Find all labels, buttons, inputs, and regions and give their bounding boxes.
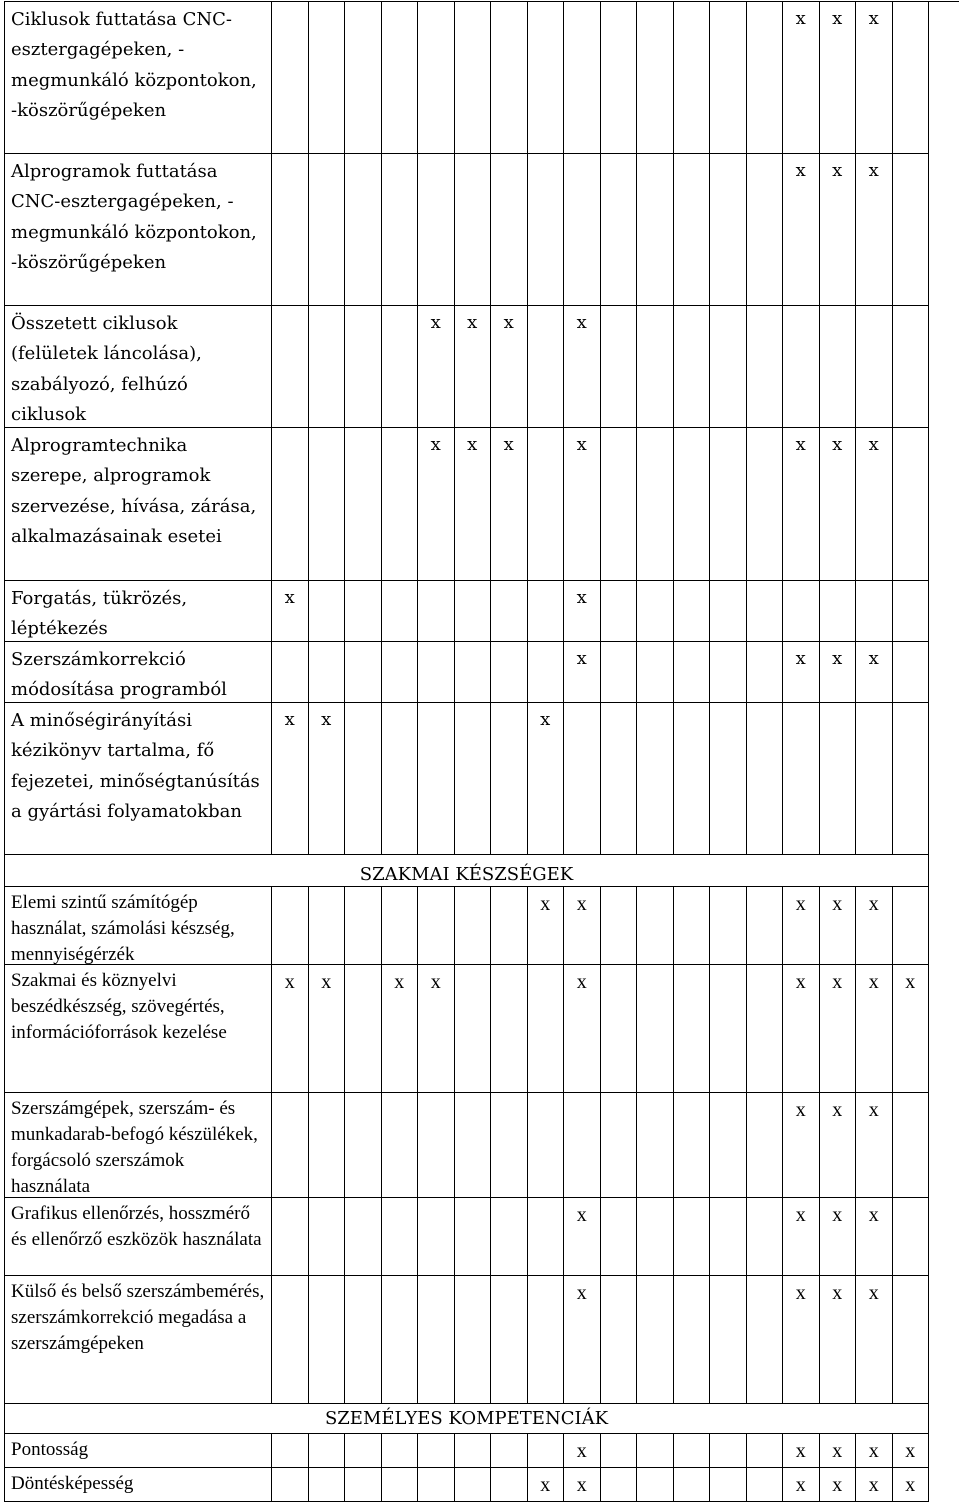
mark-cell (674, 1093, 711, 1198)
mark-cell: x (783, 642, 820, 703)
mark-cell (345, 581, 382, 642)
mark-cell: x (564, 1468, 601, 1502)
mark-cell (601, 887, 638, 965)
mark-cell: x (783, 1276, 820, 1404)
mark-cell (309, 1276, 346, 1404)
mark-cell (272, 887, 309, 965)
mark-cell (747, 1093, 784, 1198)
mark-cell: x (272, 703, 309, 855)
mark-cell (637, 581, 674, 642)
mark-cell: x (783, 2, 820, 154)
mark-cell (455, 703, 492, 855)
mark-cell (491, 1468, 528, 1502)
row-label: Forgatás, tükrözés, léptékezés (5, 581, 272, 642)
mark-cell (601, 1093, 638, 1198)
mark-cell (491, 887, 528, 965)
mark-cell (528, 581, 565, 642)
mark-cell (637, 306, 674, 428)
row-label: Grafikus ellenőrzés, hosszmérő és ellenőrző eszközök használata (5, 1198, 272, 1276)
mark-cell: x (564, 428, 601, 581)
mark-cell (272, 1198, 309, 1276)
mark-cell (601, 1276, 638, 1404)
mark-cell (491, 1276, 528, 1404)
mark-cell (455, 2, 492, 154)
mark-cell: x (783, 1093, 820, 1198)
mark-cell (455, 581, 492, 642)
mark-cell (820, 703, 857, 855)
mark-cell (710, 306, 747, 428)
mark-cell (674, 1198, 711, 1276)
mark-cell (418, 1276, 455, 1404)
mark-cell (418, 1434, 455, 1468)
mark-cell: x (856, 642, 893, 703)
mark-cell (893, 642, 930, 703)
mark-cell (345, 1276, 382, 1404)
mark-cell (528, 1276, 565, 1404)
mark-cell: x (820, 642, 857, 703)
mark-cell: x (893, 1468, 930, 1502)
mark-cell (710, 703, 747, 855)
mark-cell: x (309, 703, 346, 855)
mark-cell (272, 428, 309, 581)
mark-cell (491, 1434, 528, 1468)
mark-cell (382, 1093, 419, 1198)
mark-cell (418, 1198, 455, 1276)
mark-cell (747, 154, 784, 306)
mark-cell (747, 2, 784, 154)
mark-cell (674, 703, 711, 855)
mark-cell: x (820, 2, 857, 154)
mark-cell (674, 2, 711, 154)
mark-cell (747, 1198, 784, 1276)
mark-cell (856, 306, 893, 428)
mark-cell (710, 965, 747, 1093)
mark-cell (345, 306, 382, 428)
mark-cell (528, 965, 565, 1093)
mark-cell (674, 581, 711, 642)
mark-cell (564, 154, 601, 306)
row-label: Elemi szintű számítógép használat, számolási készség, mennyiségérzék (5, 887, 272, 965)
mark-cell (491, 1093, 528, 1198)
mark-cell: x (564, 642, 601, 703)
mark-cell (710, 428, 747, 581)
mark-cell (418, 887, 455, 965)
mark-cell (382, 642, 419, 703)
mark-cell (674, 642, 711, 703)
mark-cell: x (856, 154, 893, 306)
mark-cell: x (418, 306, 455, 428)
mark-cell (382, 1434, 419, 1468)
mark-cell (272, 642, 309, 703)
mark-cell (710, 2, 747, 154)
mark-cell (491, 581, 528, 642)
mark-cell (345, 703, 382, 855)
mark-cell (455, 887, 492, 965)
mark-cell: x (418, 428, 455, 581)
mark-cell (747, 581, 784, 642)
row-label: Összetett ciklusok (felületek láncolása), szabályozó, felhúzó ciklusok (5, 306, 272, 428)
section-header: SZEMÉLYES KOMPETENCIÁK (5, 1404, 929, 1434)
mark-cell (893, 1093, 930, 1198)
mark-cell: x (564, 1276, 601, 1404)
mark-cell (783, 703, 820, 855)
mark-cell (601, 1434, 638, 1468)
mark-cell (893, 2, 930, 154)
mark-cell (783, 306, 820, 428)
mark-cell (309, 581, 346, 642)
mark-cell: x (783, 965, 820, 1093)
mark-cell (747, 428, 784, 581)
mark-cell (747, 703, 784, 855)
mark-cell (455, 1093, 492, 1198)
mark-cell (893, 1198, 930, 1276)
mark-cell (345, 1468, 382, 1502)
mark-cell (601, 2, 638, 154)
mark-cell (455, 642, 492, 703)
mark-cell: x (455, 306, 492, 428)
mark-cell (601, 965, 638, 1093)
mark-cell (455, 1434, 492, 1468)
mark-cell (528, 1434, 565, 1468)
mark-cell (710, 1198, 747, 1276)
mark-cell (674, 428, 711, 581)
mark-cell (491, 965, 528, 1093)
mark-cell (710, 887, 747, 965)
mark-cell (382, 428, 419, 581)
mark-cell (637, 887, 674, 965)
mark-cell: x (820, 1468, 857, 1502)
mark-cell (637, 1198, 674, 1276)
mark-cell: x (856, 1093, 893, 1198)
mark-cell: x (272, 965, 309, 1093)
mark-cell: x (528, 703, 565, 855)
mark-cell (893, 887, 930, 965)
mark-cell (418, 642, 455, 703)
mark-cell (710, 642, 747, 703)
mark-cell (382, 1198, 419, 1276)
mark-cell (674, 1468, 711, 1502)
mark-cell (893, 428, 930, 581)
mark-cell (345, 2, 382, 154)
mark-cell (418, 1468, 455, 1502)
mark-cell: x (783, 1468, 820, 1502)
mark-cell (272, 2, 309, 154)
mark-cell (309, 1434, 346, 1468)
mark-cell (455, 1468, 492, 1502)
mark-cell: x (418, 965, 455, 1093)
mark-cell (418, 154, 455, 306)
mark-cell: x (491, 428, 528, 581)
mark-cell (601, 1468, 638, 1502)
mark-cell (637, 428, 674, 581)
mark-cell: x (893, 965, 930, 1093)
mark-cell: x (564, 581, 601, 642)
mark-cell: x (820, 428, 857, 581)
mark-cell (345, 887, 382, 965)
mark-cell: x (820, 1276, 857, 1404)
mark-cell: x (564, 887, 601, 965)
mark-cell: x (820, 1198, 857, 1276)
mark-cell (309, 2, 346, 154)
mark-cell (309, 1468, 346, 1502)
mark-cell: x (820, 154, 857, 306)
mark-cell (747, 1468, 784, 1502)
mark-cell (309, 1198, 346, 1276)
mark-cell: x (783, 1434, 820, 1468)
row-label: Szerszámgépek, szerszám- és munkadarab-befogó készülékek, forgácsoló szerszámok használata (5, 1093, 272, 1198)
mark-cell (637, 154, 674, 306)
mark-cell (710, 1276, 747, 1404)
mark-cell: x (820, 1434, 857, 1468)
mark-cell (601, 154, 638, 306)
mark-cell (491, 642, 528, 703)
mark-cell (564, 703, 601, 855)
mark-cell: x (309, 965, 346, 1093)
mark-cell (345, 1198, 382, 1276)
mark-cell (528, 1198, 565, 1276)
mark-cell (601, 581, 638, 642)
mark-cell: x (856, 2, 893, 154)
mark-cell (345, 1434, 382, 1468)
mark-cell (601, 703, 638, 855)
mark-cell: x (856, 1468, 893, 1502)
mark-cell (528, 428, 565, 581)
mark-cell (710, 1434, 747, 1468)
mark-cell (564, 1093, 601, 1198)
mark-cell: x (856, 428, 893, 581)
mark-cell (674, 887, 711, 965)
mark-cell: x (272, 581, 309, 642)
mark-cell (455, 1276, 492, 1404)
mark-cell (309, 154, 346, 306)
mark-cell (382, 703, 419, 855)
mark-cell: x (856, 1434, 893, 1468)
mark-cell (272, 1276, 309, 1404)
mark-cell (345, 965, 382, 1093)
mark-cell (820, 306, 857, 428)
row-label: Külső és belső szerszámbemérés, szerszámkorrekció megadása a szerszámgépeken (5, 1276, 272, 1404)
mark-cell: x (491, 306, 528, 428)
mark-cell (382, 2, 419, 154)
mark-cell (528, 306, 565, 428)
mark-cell (418, 703, 455, 855)
row-label: Szakmai és köznyelvi beszédkészség, szövegértés, információforrások kezelése (5, 965, 272, 1093)
mark-cell (856, 703, 893, 855)
mark-cell: x (382, 965, 419, 1093)
mark-cell: x (564, 1434, 601, 1468)
mark-cell (309, 428, 346, 581)
mark-cell (528, 642, 565, 703)
mark-cell: x (783, 154, 820, 306)
mark-cell: x (564, 306, 601, 428)
mark-cell (893, 306, 930, 428)
mark-cell (637, 2, 674, 154)
mark-cell (783, 581, 820, 642)
mark-cell (309, 642, 346, 703)
row-label: Alprogramtechnika szerepe, alprogramok szervezése, hívása, zárása, alkalmazásainak esetei (5, 428, 272, 581)
mark-cell (637, 1093, 674, 1198)
mark-cell (601, 642, 638, 703)
mark-cell (418, 581, 455, 642)
mark-cell (747, 965, 784, 1093)
mark-cell: x (856, 965, 893, 1093)
mark-cell (710, 581, 747, 642)
mark-cell (528, 154, 565, 306)
mark-cell (710, 1093, 747, 1198)
mark-cell (491, 1198, 528, 1276)
mark-cell: x (528, 1468, 565, 1502)
mark-cell (637, 965, 674, 1093)
mark-cell (820, 581, 857, 642)
mark-cell: x (783, 428, 820, 581)
mark-cell: x (856, 1198, 893, 1276)
mark-cell: x (893, 1434, 930, 1468)
mark-cell (382, 1468, 419, 1502)
mark-cell (601, 306, 638, 428)
mark-cell (491, 154, 528, 306)
mark-cell (601, 1198, 638, 1276)
mark-cell (637, 703, 674, 855)
mark-cell (564, 2, 601, 154)
mark-cell: x (820, 887, 857, 965)
mark-cell (893, 1276, 930, 1404)
row-label: Pontosság (5, 1434, 272, 1468)
mark-cell (382, 581, 419, 642)
row-label: Döntésképesség (5, 1468, 272, 1502)
mark-cell (710, 154, 747, 306)
mark-cell (674, 154, 711, 306)
mark-cell (272, 154, 309, 306)
mark-cell (345, 1093, 382, 1198)
mark-cell (418, 2, 455, 154)
competency-table (4, 1, 959, 1502)
mark-cell (528, 2, 565, 154)
mark-cell: x (783, 887, 820, 965)
mark-cell (674, 1434, 711, 1468)
mark-cell: x (564, 965, 601, 1093)
mark-cell: x (528, 887, 565, 965)
mark-cell: x (820, 1093, 857, 1198)
mark-cell (309, 887, 346, 965)
row-label: Ciklusok futtatása CNC-esztergagépeken, -megmunkáló központokon, -köszörűgépeken (5, 2, 272, 154)
mark-cell (747, 1276, 784, 1404)
mark-cell: x (564, 1198, 601, 1276)
mark-cell (272, 306, 309, 428)
mark-cell (747, 1434, 784, 1468)
mark-cell (528, 1093, 565, 1198)
mark-cell: x (820, 965, 857, 1093)
mark-cell (674, 306, 711, 428)
mark-cell (893, 581, 930, 642)
mark-cell (272, 1468, 309, 1502)
mark-cell (637, 1276, 674, 1404)
mark-cell (272, 1434, 309, 1468)
mark-cell (856, 581, 893, 642)
mark-cell (382, 154, 419, 306)
row-label: A minőségirányítási kézikönyv tartalma, fő fejezetei, minőségtanúsítás a gyártási folyamatokban (5, 703, 272, 855)
mark-cell (418, 1093, 455, 1198)
mark-cell (710, 1468, 747, 1502)
mark-cell (455, 1198, 492, 1276)
mark-cell (491, 2, 528, 154)
mark-cell (637, 1468, 674, 1502)
mark-cell (747, 642, 784, 703)
mark-cell (893, 703, 930, 855)
mark-cell (674, 1276, 711, 1404)
mark-cell: x (455, 428, 492, 581)
mark-cell (893, 154, 930, 306)
mark-cell: x (856, 1276, 893, 1404)
mark-cell (601, 428, 638, 581)
mark-cell (345, 428, 382, 581)
mark-cell (309, 1093, 346, 1198)
mark-cell (272, 1093, 309, 1198)
mark-cell (455, 154, 492, 306)
mark-cell (309, 306, 346, 428)
mark-cell (345, 154, 382, 306)
mark-cell (382, 887, 419, 965)
mark-cell (455, 965, 492, 1093)
mark-cell: x (783, 1198, 820, 1276)
mark-cell (674, 965, 711, 1093)
section-header: SZAKMAI KÉSZSÉGEK (5, 855, 929, 887)
mark-cell (747, 887, 784, 965)
mark-cell: x (856, 887, 893, 965)
mark-cell (747, 306, 784, 428)
mark-cell (637, 642, 674, 703)
mark-cell (491, 703, 528, 855)
mark-cell (382, 306, 419, 428)
mark-cell (637, 1434, 674, 1468)
mark-cell (382, 1276, 419, 1404)
row-label: Szerszámkorrekció módosítása programból (5, 642, 272, 703)
mark-cell (345, 642, 382, 703)
row-label: Alprogramok futtatása CNC-esztergagépeken, -megmunkáló központokon, -köszörűgépeken (5, 154, 272, 306)
